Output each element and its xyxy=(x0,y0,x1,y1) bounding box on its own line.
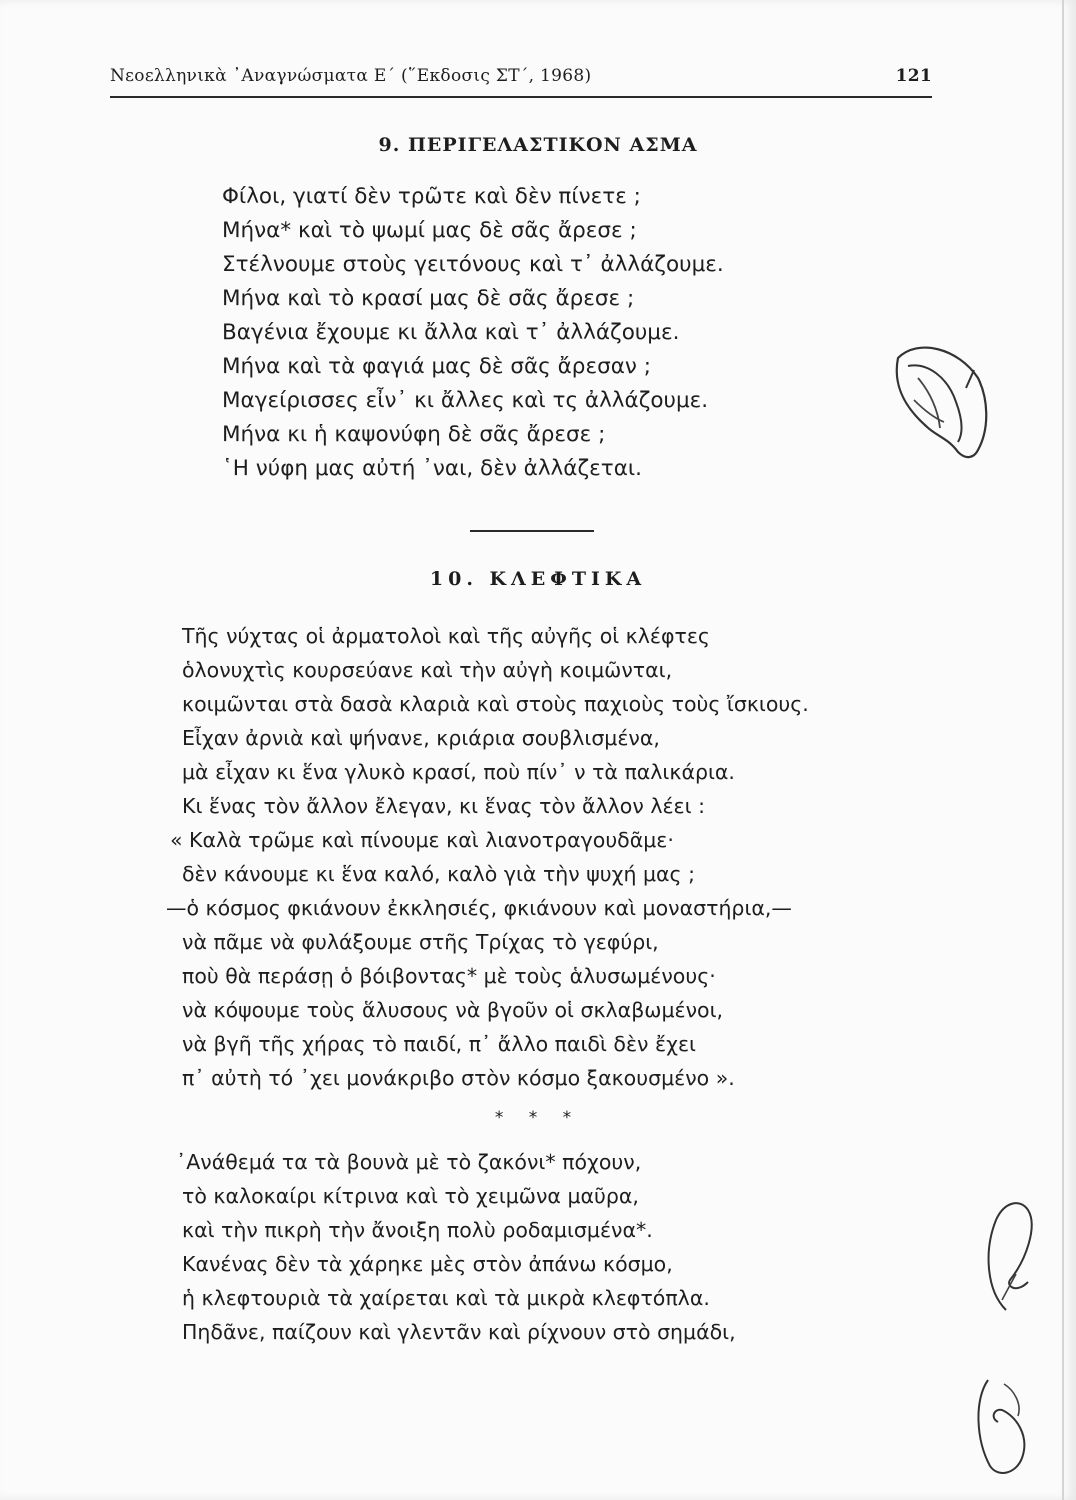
verse-line: Μήνα καὶ τὰ φαγιά μας δὲ σᾶς ἄρεσαν ; xyxy=(222,354,651,379)
verse-line: Πηδᾶνε, παίζουν καὶ γλεντᾶν καὶ ρίχνουν στὸ σημάδι, xyxy=(182,1320,736,1344)
verse-line: ὁλονυχτὶς κουρσεύανε καὶ τὴν αὐγὴ κοιμῶνται, xyxy=(182,658,673,682)
verse-line: Μήνα καὶ τὸ κρασί μας δὲ σᾶς ἄρεσε ; xyxy=(222,286,635,311)
verse-line: νὰ πᾶμε νὰ φυλάξουμε στῆς Τρίχας τὸ γεφύρι, xyxy=(182,930,659,954)
verse-line: τὸ καλοκαίρι κίτρινα καὶ τὸ χειμῶνα μαῦρα, xyxy=(182,1184,639,1208)
running-title: Νεοελληνικὰ ᾿Αναγνώσματα Ε΄ (῞Εκδοσις ΣΤ΄, 1968) xyxy=(110,66,592,86)
verse-line: « Καλὰ τρῶμε καὶ πίνουμε καὶ λιανοτραγουδᾶμε· xyxy=(170,828,674,852)
verse-line: Κανένας δὲν τὰ χάρηκε μὲς στὸν ἀπάνω κόσμο, xyxy=(182,1252,673,1276)
running-header xyxy=(110,66,932,92)
verse-line: ᾿Ανάθεμά τα τὰ βουνὰ μὲ τὸ ζακόνι* πόχουν, xyxy=(176,1150,642,1174)
scribble-mark xyxy=(976,1190,1056,1320)
verse-line: Φίλοι, γιατί δὲν τρῶτε καὶ δὲν πίνετε ; xyxy=(222,184,641,209)
verse-line: —ὁ κόσμος φκιάνουν ἐκκλησιές, φκιάνουν καὶ μοναστήρια,— xyxy=(166,896,792,920)
poem-title: 9. ΠΕΡΙΓΕΛΑΣΤΙΚΟΝ ΑΣΜΑ xyxy=(378,134,698,156)
stanza-separator: * * * xyxy=(494,1108,582,1128)
page-edge xyxy=(1062,0,1064,1500)
verse-line: Κι ἕνας τὸν ἄλλον ἔλεγαν, κι ἕνας τὸν ἄλλον λέει : xyxy=(182,794,705,818)
verse-line: Μήνα* καὶ τὸ ψωμί μας δὲ σᾶς ἄρεσε ; xyxy=(222,218,637,243)
verse-line: νὰ κόψουμε τοὺς ἅλυσους νὰ βγοῦν οἱ σκλαβωμένοι, xyxy=(182,998,724,1022)
verse-line: δὲν κάνουμε κι ἕνα καλό, καλὸ γιὰ τὴν ψυχή μας ; xyxy=(182,862,696,886)
verse-line: μὰ εἶχαν κι ἕνα γλυκὸ κρασί, ποὺ πίν᾿ ν τὰ παλικάρια. xyxy=(182,760,735,784)
verse-line: Τῆς νύχτας οἱ ἀρματολοὶ καὶ τῆς αὐγῆς οἱ κλέφτες xyxy=(182,624,710,648)
section-divider xyxy=(470,530,594,532)
verse-line: καὶ τὴν πικρὴ τὴν ἄνοιξη πολὺ ροδαμισμένα*. xyxy=(182,1218,653,1242)
verse-line: Στέλνουμε στοὺς γειτόνους καὶ τ᾿ ἀλλάζουμε. xyxy=(222,252,724,277)
header-rule xyxy=(110,96,932,98)
verse-line: νὰ βγῆ τῆς χήρας τὸ παιδί, π᾿ ἄλλο παιδὶ δὲν ἔχει xyxy=(182,1032,696,1056)
verse-line: κοιμῶνται στὰ δασὰ κλαριὰ καὶ στοὺς παχιοὺς τοὺς ἴσκιους. xyxy=(182,692,809,716)
verse-line: ῾Η νύφη μας αὐτή ᾿ναι, δὲν ἀλλάζεται. xyxy=(222,456,642,481)
verse-line: Μαγείρισσες εἶν᾿ κι ἄλλες καὶ τς ἀλλάζουμε. xyxy=(222,388,709,413)
page-number: 121 xyxy=(895,66,932,86)
verse-line: ποὺ θὰ περάσῃ ὁ βόιβοντας* μὲ τοὺς ἁλυσωμένους· xyxy=(182,964,716,988)
verse-line: Εἶχαν ἀρνιὰ καὶ ψήνανε, κριάρια σουβλισμένα, xyxy=(182,726,660,750)
verse-line: π᾿ αὐτὴ τό ᾿χει μονάκριβο στὸν κόσμο ξακουσμένο ». xyxy=(182,1066,735,1090)
poem-title: 10. ΚΛΕΦΤΙΚΑ xyxy=(429,568,647,590)
scribble-mark xyxy=(966,1370,1046,1480)
verse-line: ἡ κλεφτουριὰ τὰ χαίρεται καὶ τὰ μικρὰ κλεφτόπλα. xyxy=(182,1286,710,1310)
tulip-doodle xyxy=(878,318,1008,468)
verse-line: Μήνα κι ἡ καψονύφη δὲ σᾶς ἄρεσε ; xyxy=(222,422,606,447)
verse-line: Βαγένια ἔχουμε κι ἄλλα καὶ τ᾿ ἀλλάζουμε. xyxy=(222,320,680,345)
